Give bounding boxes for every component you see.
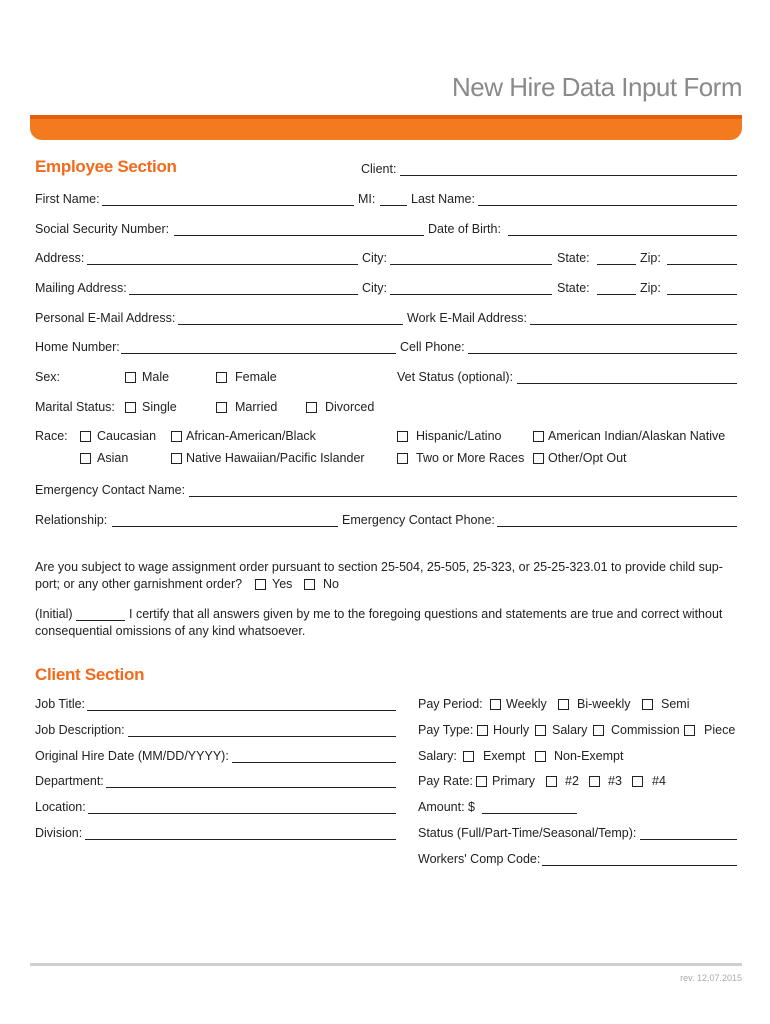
american-indian-checkbox[interactable] bbox=[533, 431, 544, 442]
client-label: Client: bbox=[361, 162, 397, 176]
job-description-field[interactable] bbox=[128, 736, 396, 737]
rate-2-checkbox[interactable] bbox=[546, 776, 557, 787]
emergency-contact-phone-field[interactable] bbox=[497, 526, 737, 527]
state-field[interactable] bbox=[597, 264, 636, 265]
other-opt-out-checkbox[interactable] bbox=[533, 453, 544, 464]
personal-email-label: Personal E-Mail Address: bbox=[35, 311, 176, 325]
department-field[interactable] bbox=[106, 787, 396, 788]
workers-comp-field[interactable] bbox=[542, 865, 737, 866]
last-name-label: Last Name: bbox=[411, 192, 475, 206]
wage-yes-label: Yes bbox=[272, 577, 293, 591]
revision-date: rev. 12.07.2015 bbox=[680, 973, 742, 983]
rate-3-label: #3 bbox=[608, 774, 622, 788]
rate-2-label: #2 bbox=[565, 774, 579, 788]
mailing-state-label: State: bbox=[557, 281, 590, 295]
pay-rate-label: Pay Rate: bbox=[418, 774, 473, 788]
wage-question: Are you subject to wage assignment order pursuant to section 25-504, 25-505, 25-323, or 25-25-323.01 to provide child sup- bbox=[35, 560, 723, 574]
zip-field[interactable] bbox=[667, 264, 737, 265]
native-hawaiian-label: Native Hawaiian/Pacific Islander bbox=[186, 451, 365, 465]
job-title-field[interactable] bbox=[87, 710, 396, 711]
home-number-field[interactable] bbox=[121, 353, 396, 354]
single-checkbox[interactable] bbox=[125, 402, 136, 413]
first-name-label: First Name: bbox=[35, 192, 100, 206]
commission-checkbox[interactable] bbox=[593, 725, 604, 736]
exempt-checkbox[interactable] bbox=[463, 751, 474, 762]
emergency-contact-name-label: Emergency Contact Name: bbox=[35, 483, 186, 497]
semi-checkbox[interactable] bbox=[642, 699, 653, 710]
non-exempt-checkbox[interactable] bbox=[535, 751, 546, 762]
caucasian-label: Caucasian bbox=[97, 429, 157, 443]
last-name-field[interactable] bbox=[478, 205, 737, 206]
asian-label: Asian bbox=[97, 451, 129, 465]
vet-status-label: Vet Status (optional): bbox=[397, 370, 514, 384]
hispanic-label: Hispanic/Latino bbox=[416, 429, 502, 443]
hourly-label: Hourly bbox=[493, 723, 530, 737]
dob-field[interactable] bbox=[508, 235, 737, 236]
division-label: Division: bbox=[35, 826, 83, 840]
divorced-label: Divorced bbox=[325, 400, 375, 414]
salary-type-label: Salary bbox=[552, 723, 588, 737]
exempt-label: Exempt bbox=[483, 749, 526, 763]
job-title-label: Job Title: bbox=[35, 697, 86, 711]
wage-yes-checkbox[interactable] bbox=[255, 579, 266, 590]
wage-question-continued: port; or any other garnishment order? bbox=[35, 577, 243, 591]
salary-checkbox[interactable] bbox=[535, 725, 546, 736]
amount-field[interactable] bbox=[482, 813, 577, 814]
salary-label: Salary: bbox=[418, 749, 457, 763]
commission-label: Commission bbox=[611, 723, 680, 737]
vet-status-field[interactable] bbox=[517, 383, 737, 384]
location-label: Location: bbox=[35, 800, 86, 814]
form-title: New Hire Data Input Form bbox=[452, 72, 742, 102]
semi-label: Semi bbox=[661, 697, 690, 711]
rate-4-label: #4 bbox=[652, 774, 666, 788]
ssn-field[interactable] bbox=[174, 235, 424, 236]
female-checkbox[interactable] bbox=[216, 372, 227, 383]
address-label: Address: bbox=[35, 251, 85, 265]
header-bar-edge bbox=[30, 115, 742, 119]
address-field[interactable] bbox=[87, 264, 358, 265]
status-field[interactable] bbox=[640, 839, 737, 840]
biweekly-checkbox[interactable] bbox=[558, 699, 569, 710]
mailing-city-label: City: bbox=[362, 281, 387, 295]
home-number-label: Home Number: bbox=[35, 340, 120, 354]
caucasian-checkbox[interactable] bbox=[80, 431, 91, 442]
hourly-checkbox[interactable] bbox=[477, 725, 488, 736]
status-label: Status (Full/Part-Time/Seasonal/Temp): bbox=[418, 826, 637, 840]
mi-label: MI: bbox=[358, 192, 376, 206]
biweekly-label: Bi-weekly bbox=[577, 697, 631, 711]
female-label: Female bbox=[235, 370, 277, 384]
amount-label: Amount: $ bbox=[418, 800, 475, 814]
rate-3-checkbox[interactable] bbox=[589, 776, 600, 787]
wage-no-checkbox[interactable] bbox=[304, 579, 315, 590]
married-label: Married bbox=[235, 400, 278, 414]
relationship-field[interactable] bbox=[112, 526, 338, 527]
department-label: Department: bbox=[35, 774, 104, 788]
client-field[interactable] bbox=[400, 175, 737, 176]
race-label: Race: bbox=[35, 429, 68, 443]
relationship-label: Relationship: bbox=[35, 513, 108, 527]
two-or-more-checkbox[interactable] bbox=[397, 453, 408, 464]
job-description-label: Job Description: bbox=[35, 723, 125, 737]
state-label: State: bbox=[557, 251, 590, 265]
hispanic-checkbox[interactable] bbox=[397, 431, 408, 442]
emergency-contact-name-field[interactable] bbox=[189, 496, 737, 497]
divorced-checkbox[interactable] bbox=[306, 402, 317, 413]
location-field[interactable] bbox=[88, 813, 396, 814]
ssn-label: Social Security Number: bbox=[35, 222, 170, 236]
mailing-city-field[interactable] bbox=[390, 294, 552, 295]
male-checkbox[interactable] bbox=[125, 372, 136, 383]
pay-period-label: Pay Period: bbox=[418, 697, 483, 711]
pay-type-label: Pay Type: bbox=[418, 723, 474, 737]
division-field[interactable] bbox=[85, 839, 396, 840]
asian-checkbox[interactable] bbox=[80, 453, 91, 464]
single-label: Single bbox=[142, 400, 177, 414]
first-name-field[interactable] bbox=[102, 205, 354, 206]
two-or-more-label: Two or More Races bbox=[416, 451, 525, 465]
original-hire-date-field[interactable] bbox=[232, 762, 396, 763]
piece-checkbox[interactable] bbox=[684, 725, 695, 736]
initial-field[interactable] bbox=[76, 620, 125, 621]
emergency-contact-phone-label: Emergency Contact Phone: bbox=[342, 513, 495, 527]
footer-divider bbox=[30, 963, 742, 966]
african-american-checkbox[interactable] bbox=[171, 431, 182, 442]
piece-label: Piece bbox=[704, 723, 736, 737]
initial-label: (Initial) bbox=[35, 607, 73, 621]
rate-4-checkbox[interactable] bbox=[632, 776, 643, 787]
employee-section-heading: Employee Section bbox=[35, 157, 177, 176]
cell-phone-label: Cell Phone: bbox=[400, 340, 465, 354]
married-checkbox[interactable] bbox=[216, 402, 227, 413]
primary-label: Primary bbox=[492, 774, 536, 788]
client-section-heading: Client Section bbox=[35, 665, 145, 684]
african-american-label: African-American/Black bbox=[186, 429, 316, 443]
cell-phone-field[interactable] bbox=[468, 353, 737, 354]
original-hire-date-label: Original Hire Date (MM/DD/YYYY): bbox=[35, 749, 229, 763]
american-indian-label: American Indian/Alaskan Native bbox=[548, 429, 726, 443]
workers-comp-label: Workers' Comp Code: bbox=[418, 852, 541, 866]
mailing-zip-field[interactable] bbox=[667, 294, 737, 295]
mailing-address-field[interactable] bbox=[129, 294, 358, 295]
city-field[interactable] bbox=[390, 264, 552, 265]
non-exempt-label: Non-Exempt bbox=[554, 749, 624, 763]
certify-statement: I certify that all answers given by me to the foregoing questions and statements are true and correct without bbox=[129, 607, 723, 621]
male-label: Male bbox=[142, 370, 170, 384]
work-email-label: Work E-Mail Address: bbox=[407, 311, 527, 325]
weekly-label: Weekly bbox=[506, 697, 547, 711]
mailing-state-field[interactable] bbox=[597, 294, 636, 295]
wage-no-label: No bbox=[323, 577, 339, 591]
mailing-address-label: Mailing Address: bbox=[35, 281, 127, 295]
weekly-checkbox[interactable] bbox=[490, 699, 501, 710]
dob-label: Date of Birth: bbox=[428, 222, 501, 236]
mi-field[interactable] bbox=[380, 205, 407, 206]
other-opt-out-label: Other/Opt Out bbox=[548, 451, 627, 465]
sex-label: Sex: bbox=[35, 370, 61, 384]
certify-statement-continued: consequential omissions of any kind whatsoever. bbox=[35, 624, 306, 638]
city-label: City: bbox=[362, 251, 387, 265]
personal-email-field[interactable] bbox=[178, 324, 403, 325]
mailing-zip-label: Zip: bbox=[640, 281, 661, 295]
primary-checkbox[interactable] bbox=[476, 776, 487, 787]
zip-label: Zip: bbox=[640, 251, 661, 265]
marital-status-label: Marital Status: bbox=[35, 400, 115, 414]
work-email-field[interactable] bbox=[530, 324, 737, 325]
native-hawaiian-checkbox[interactable] bbox=[171, 453, 182, 464]
